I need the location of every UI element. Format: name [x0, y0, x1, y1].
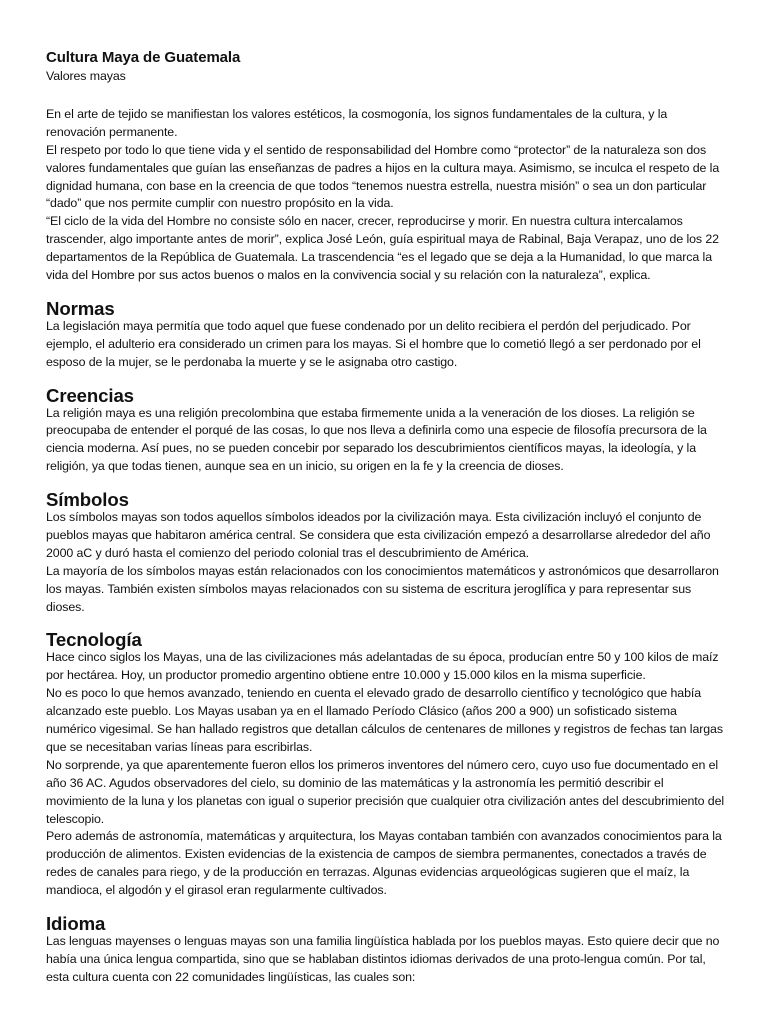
document-subtitle: Valores mayas: [46, 69, 126, 83]
document-page: [46, 48, 726, 1002]
section-heading: Tecnología: [46, 629, 142, 651]
paragraph: La religión maya es una religión precolombina que estaba firmemente unida a la veneración de los dioses. La religión se preocupaba de entender el porqué de las cosas, lo que nos lleva a definirla como una especie de filosofía precursora de la ciencia moderna. Así pues, no se pueden concebir por separado los descubrimientos científicos mayas, la ideología, y la religión, ya que todas tienen, aunque sea en un inicio, su origen en la fe y la creencia de dioses.: [46, 405, 707, 474]
paragraph: La mayoría de los símbolos mayas están relacionados con los conocimientos matemáticos y astronómicos que desarrollaron los mayas. También existen símbolos mayas relacionados con su sistema de escritura jeroglífica y para representar sus dioses.: [46, 563, 719, 614]
paragraph: “El ciclo de la vida del Hombre no consiste sólo en nacer, crecer, reproducirse y morir. En nuestra cultura intercalamos trascender, algo importante antes de morir”, explica José León, guía espiritual maya de Rabinal, Baja Verapaz, uno de los 22 departamentos de la República de Guatemala. La trascendencia “es el legado que se deja a la Humanidad, lo que marca la vida del Hombre por sus actos buenos o malos en la convivencia social y su relación con la naturaleza”, explica.: [46, 214, 719, 283]
section-heading: Símbolos: [46, 489, 129, 511]
section-creencias: [46, 384, 726, 477]
section-idioma: [46, 915, 726, 987]
section-heading: Normas: [46, 297, 115, 319]
paragraph: Las lenguas mayenses o lenguas mayas son una familia lingüística hablada por los pueblos mayas. Esto quiere decir que no había una única lengua compartida, sino que se hablaban distintos idiomas derivados de una proto-lengua común. Por tal, esta cultura cuenta con 22 comunidades lingüísticas, las cuales son:: [46, 933, 720, 984]
section-heading: Idioma: [46, 913, 106, 935]
section-normas: [46, 297, 726, 372]
paragraph: Hace cinco siglos los Mayas, una de las civilizaciones más adelantadas de su época, producían entre 50 y 100 kilos de maíz por hectárea. Hoy, un productor promedio argentino obtiene entre 10.000 y 15.000 kilos en la misma superficie.: [46, 650, 719, 683]
section-heading: Creencias: [46, 384, 134, 406]
paragraph: La legislación maya permitía que todo aquel que fuese condenado por un delito recibiera el perdón del perjudicado. Por ejemplo, el adulterio era considerado un crimen para los mayas. Si el hombre que lo cometió llegó a ser perdonado por el esposo de la mujer, se le perdonaba la muerte y se le asignaba otro castigo.: [46, 318, 701, 369]
paragraph: No es poco lo que hemos avanzado, teniendo en cuenta el elevado grado de desarrollo científico y tecnológico que había alcanzado este pueblo. Los Mayas usaban ya en el llamado Período Clásico (años 200 a 900) un sofisticado sistema numérico vigesimal. Se han hallado registros que detallan cálculos de centenares de millones y registros de fechas tan largas que se necesitaban varias líneas para escribirlas.: [46, 686, 723, 754]
paragraph: No sorprende, ya que aparentemente fueron ellos los primeros inventores del número cero, cuyo uso fue documentado en el año 36 AC. Agudos observadores del cielo, su dominio de las matemáticas y la astronomía les permitió describir el movimiento de la luna y los planetas con igual o superior precisión que cualquier otra civilización antes del descubrimiento del telescopio.: [46, 757, 725, 826]
section-valores: [46, 106, 726, 285]
paragraph: En el arte de tejido se manifiestan los valores estéticos, la cosmogonía, los signos fundamentales de la cultura, y la renovación permanente.: [46, 106, 668, 139]
section-tecnologia: [46, 631, 726, 900]
paragraph: El respeto por todo lo que tiene vida y el sentido de responsabilidad del Hombre como “protector” de la naturaleza son dos valores fundamentales que guían las enseñanzas de padres a hijos en la cultura maya. Asimismo, se inculca el respeto de la dignidad humana, con base en la creencia de que todos “tenemos nuestra estrella, nuestra misión” o sea un don particular “dado” que nos permite cumplir con nuestro propósito en la vida.: [46, 142, 720, 211]
document-title: Cultura Maya de Guatemala: [46, 49, 241, 66]
paragraph: Los símbolos mayas son todos aquellos símbolos ideados por la civilización maya. Esta civilización incluyó el conjunto de pueblos mayas que habitaron américa central. Se considera que esta civilización empezó a desarrollarse alrededor del año 2000 aC y duró hasta el comienzo del periodo colonial tras el descubrimiento de América.: [46, 510, 711, 560]
section-simbolos: [46, 491, 726, 616]
paragraph: Pero además de astronomía, matemáticas y arquitectura, los Mayas contaban también con avanzados conocimientos para la producción de alimentos. Existen evidencias de la existencia de campos de siembra permanentes, conectados a través de redes de canales para riego, y de la producción en terrazas. Algunas evidencias arqueológicas sugieren que el maíz, la mandioca, el algodón y el girasol eran regularmente cultivados.: [46, 829, 722, 898]
